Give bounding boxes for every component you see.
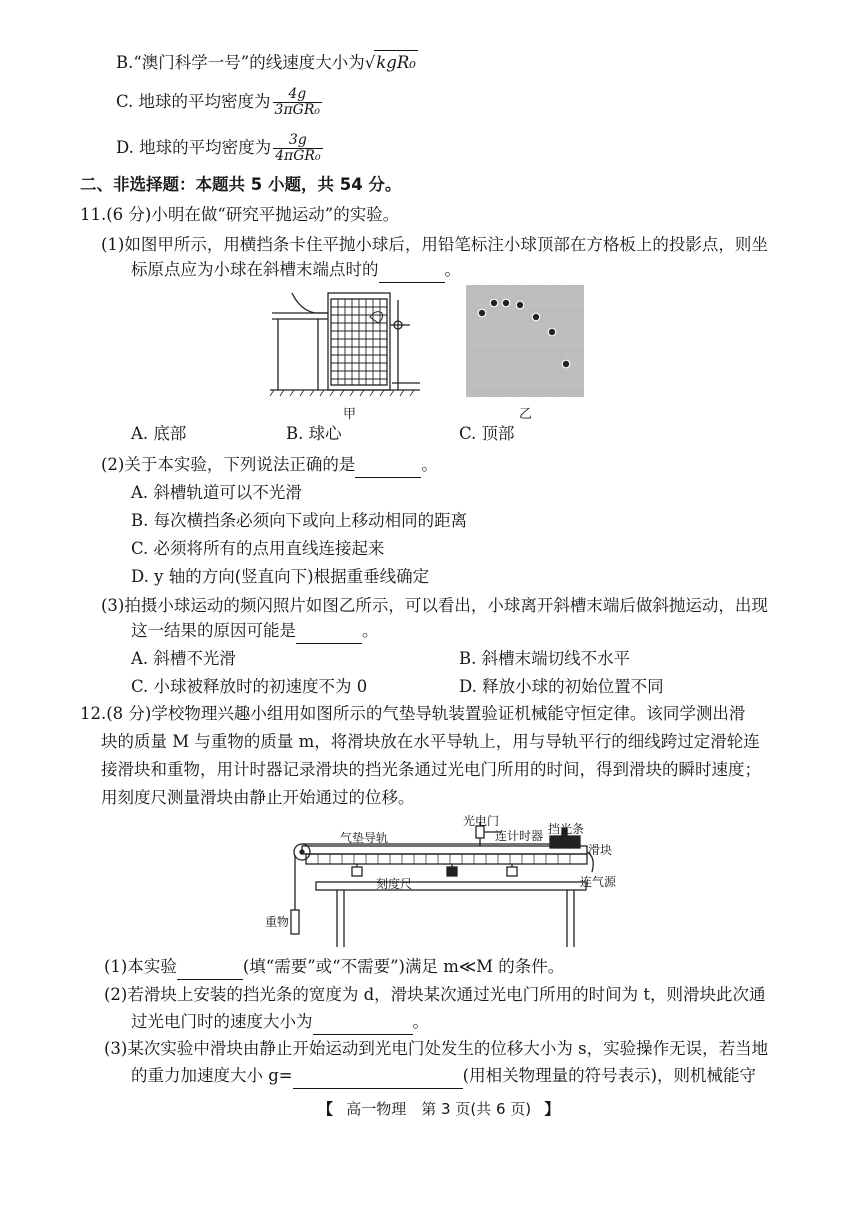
q10-option-b: B.“澳门科学一号”的线速度大小为√kgR₀ bbox=[116, 50, 418, 75]
q10-option-d bbox=[116, 133, 325, 164]
q10-option-b-expr: kgR₀ bbox=[374, 50, 418, 75]
q11-part2-option-b: B. 每次横挡条必须向下或向上移动相同的距离 bbox=[131, 511, 468, 530]
q12-part2-answer-blank[interactable] bbox=[313, 1010, 413, 1035]
q10-option-c-fraction: $\frac{4g}{\text{3πGR₀}}$ bbox=[274, 86, 320, 118]
q11-part1-line2: 标原点应为小球在斜槽末端点时的 。 bbox=[131, 258, 461, 283]
label-slider: 滑块 bbox=[588, 843, 613, 857]
label-timer: 连计时器 bbox=[495, 829, 544, 843]
q11-part2-stem: (2)关于本实验，下列说法正确的是 。 bbox=[101, 453, 438, 478]
figure-jia-caption: 甲 bbox=[343, 407, 357, 422]
footer-right-bracket: 】 bbox=[544, 1100, 560, 1118]
q11-part3-option-a: A. 斜槽不光滑 bbox=[131, 649, 236, 668]
figure-yi-photo bbox=[466, 285, 584, 397]
q11-part1-option-c: C. 顶部 bbox=[459, 424, 515, 443]
footer-left-bracket: 【 bbox=[318, 1100, 334, 1118]
q10-option-c-text: C. 地球的平均密度为 bbox=[116, 92, 271, 111]
q11-part1-option-a: A. 底部 bbox=[131, 424, 187, 443]
q11-part3-option-b: B. 斜槽末端切线不水平 bbox=[459, 649, 631, 668]
q10-option-d-text: D. 地球的平均密度为 bbox=[116, 138, 272, 157]
label-ruler: 刻度尺 bbox=[376, 877, 413, 891]
figure-yi-caption: 乙 bbox=[519, 407, 533, 422]
q11-part3-line1: (3)拍摄小球运动的频闪照片如图乙所示，可以看出，小球离开斜槽末端后做斜抛运动，出现 bbox=[101, 596, 768, 615]
q12-part3-line1: (3)某次实验中滑块由静止开始运动到光电门处发生的位移大小为 s，实验操作无误，若当地 bbox=[104, 1039, 769, 1058]
q12-part1-answer-blank[interactable] bbox=[177, 955, 243, 980]
figure-jia-apparatus bbox=[270, 285, 430, 410]
q11-part3-option-d: D. 释放小球的初始位置不同 bbox=[459, 677, 664, 696]
q12-part3-answer-blank[interactable] bbox=[293, 1064, 463, 1089]
q12-part1: (1)本实验 (填“需要”或“不需要”)满足 m≪M 的条件。 bbox=[104, 955, 564, 980]
q11-part3-option-c: C. 小球被释放时的初速度不为 0 bbox=[131, 677, 368, 696]
label-air-source: 连气源 bbox=[580, 875, 617, 889]
label-photogate: 光电门 bbox=[463, 814, 500, 828]
label-strip: 挡光条 bbox=[548, 822, 585, 836]
q11-part1-option-b: B. 球心 bbox=[286, 424, 342, 443]
q11-part2-option-c: C. 必须将所有的点用直线连接起来 bbox=[131, 539, 385, 558]
q11-part3-answer-blank[interactable] bbox=[296, 619, 362, 644]
q10-option-b-text: B.“澳门科学一号”的线速度大小为 bbox=[116, 53, 365, 72]
section-2-heading: 二、非选择题：本题共 5 小题，共 54 分。 bbox=[80, 175, 402, 194]
q12-stem-line1: 12.(8 分)学校物理兴趣小组用如图所示的气垫导轨装置验证机械能守恒定律。该同学测出滑 bbox=[80, 704, 746, 723]
page-footer bbox=[318, 1097, 559, 1121]
label-weight: 重物 bbox=[265, 915, 290, 929]
q11-part2-answer-blank[interactable] bbox=[355, 453, 421, 478]
q11-part3-line2: 这一结果的原因可能是 。 bbox=[131, 619, 379, 644]
q12-part2-line1: (2)若滑块上安装的挡光条的宽度为 d，滑块某次通过光电门所用的时间为 t，则滑块此次通 bbox=[104, 985, 766, 1004]
q10-option-c bbox=[116, 87, 324, 118]
q11-part2-option-d: D. y 轴的方向(竖直向下)根据重垂线确定 bbox=[131, 567, 430, 586]
q11-part1-answer-blank[interactable] bbox=[379, 258, 445, 283]
label-air-track: 气垫导轨 bbox=[340, 831, 389, 845]
q12-part3-line2: 的重力加速度大小 g= (用相关物理量的符号表示)，则机械能守 bbox=[131, 1064, 756, 1089]
q11-part1-line1: (1)如图甲所示，用横挡条卡住平抛小球后，用铅笔标注小球顶部在方格板上的投影点，则坐 bbox=[101, 235, 768, 254]
q12-stem-line3: 接滑块和重物，用计时器记录滑块的挡光条通过光电门所用的时间，得到滑块的瞬时速度； bbox=[101, 760, 761, 779]
q10-option-d-fraction: $\frac{3g}{\text{4πGR₀}}$ bbox=[275, 132, 321, 164]
footer-text: 高一物理 第 3 页(共 6 页) bbox=[346, 1100, 532, 1118]
q12-part2-line2: 过光电门时的速度大小为 。 bbox=[131, 1010, 429, 1035]
q12-stem-line2: 块的质量 M 与重物的质量 m，将滑块放在水平导轨上，用与导轨平行的细线跨过定滑轮连 bbox=[101, 732, 760, 751]
q11-part2-option-a: A. 斜槽轨道可以不光滑 bbox=[131, 483, 302, 502]
q11-stem: 11.(6 分)小明在做“研究平抛运动”的实验。 bbox=[80, 205, 400, 224]
q12-stem-line4: 用刻度尺测量滑块由静止开始通过的位移。 bbox=[101, 788, 415, 807]
